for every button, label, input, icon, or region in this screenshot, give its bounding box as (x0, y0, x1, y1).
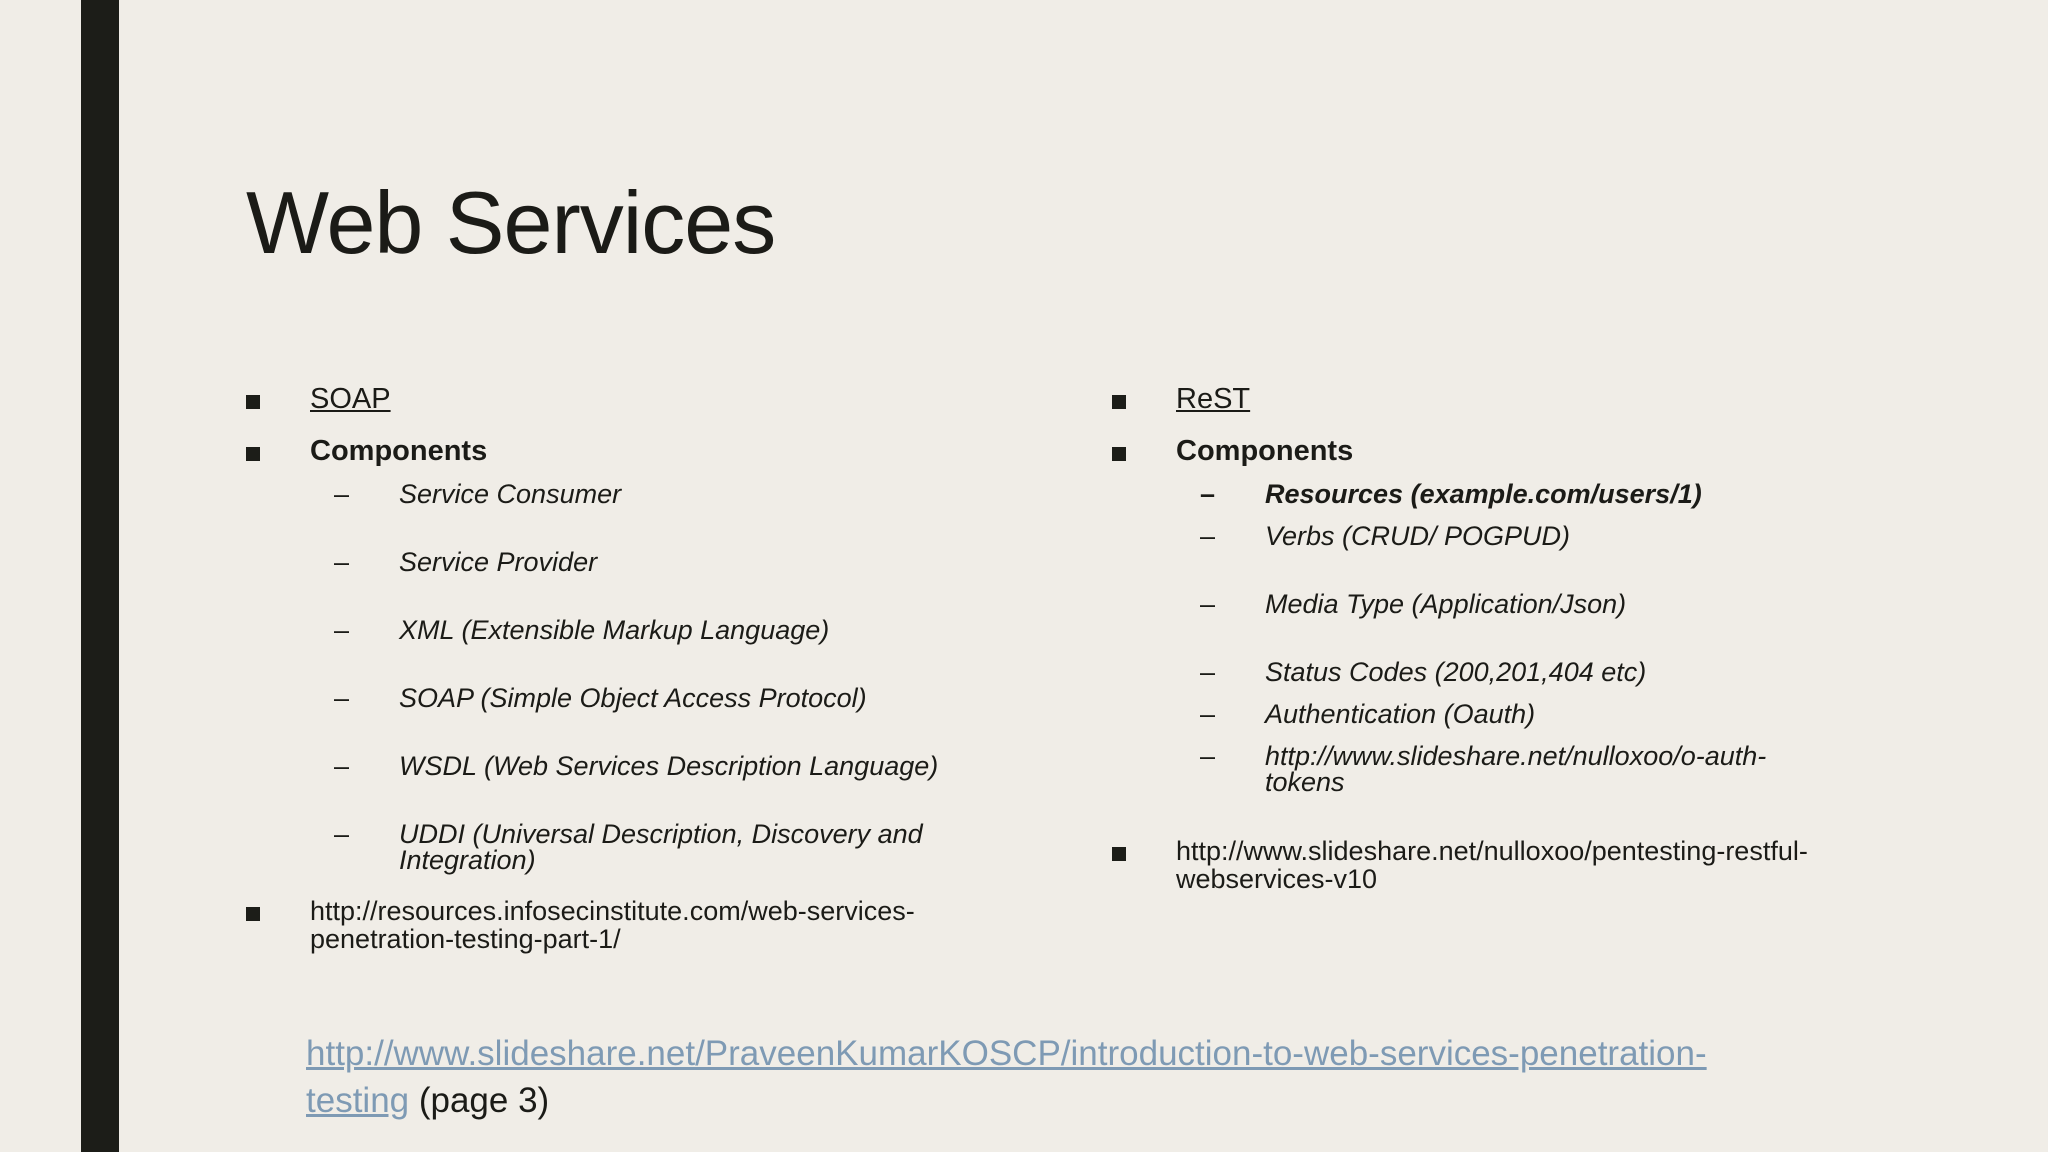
soap-item-text: Service Consumer (399, 479, 622, 509)
soap-item (246, 549, 1006, 575)
soap-item (246, 481, 1006, 507)
rest-item-text: Authentication (Oauth) (1265, 699, 1536, 729)
rest-item (1112, 743, 1825, 795)
soap-item (246, 753, 1006, 779)
dash-icon: – (334, 479, 350, 509)
rest-components-row (1112, 437, 1872, 465)
rest-item (1112, 523, 1872, 549)
soap-column (246, 385, 1006, 953)
rest-item-text: Status Codes (200,201,404 etc) (1265, 657, 1647, 687)
soap-item (246, 617, 1006, 643)
footer-page-ref: (page 3) (409, 1081, 550, 1120)
rest-components-label: Components (1176, 435, 1354, 467)
rest-column (1112, 385, 1872, 893)
soap-item (246, 821, 959, 873)
soap-item-text: WSDL (Web Services Description Language) (399, 751, 939, 781)
dash-icon: – (1200, 479, 1216, 509)
square-bullet-icon (1112, 847, 1126, 861)
dash-icon: – (334, 615, 350, 645)
soap-components-row (246, 437, 1006, 465)
rest-item (1112, 659, 1872, 685)
rest-item-text: Media Type (Application/Json) (1265, 589, 1627, 619)
square-bullet-icon (246, 395, 260, 409)
rest-item-text: Verbs (CRUD/ POGPUD) (1265, 521, 1571, 551)
soap-item-text: UDDI (Universal Description, Discovery and Integration) (399, 819, 923, 875)
soap-item-text: SOAP (Simple Object Access Protocol) (399, 683, 867, 713)
dash-icon: – (334, 683, 350, 713)
dash-icon: – (1200, 657, 1216, 687)
rest-heading-row (1112, 385, 1872, 413)
rest-item-text: http://www.slideshare.net/nulloxoo/o-auth-tokens (1265, 741, 1767, 797)
slide-accent-bar (81, 0, 119, 1152)
dash-icon: – (334, 819, 350, 849)
square-bullet-icon (1112, 395, 1126, 409)
rest-item-text: Resources (example.com/users/1) (1265, 479, 1702, 509)
soap-reference-row (246, 897, 950, 953)
square-bullet-icon (246, 907, 260, 921)
dash-icon: – (1200, 521, 1216, 551)
rest-heading-link[interactable]: ReST (1176, 383, 1251, 415)
soap-components-label: Components (310, 435, 488, 467)
dash-icon: – (1200, 741, 1216, 771)
soap-item (246, 685, 1006, 711)
square-bullet-icon (1112, 447, 1126, 461)
slide-title: Web Services (246, 172, 776, 272)
rest-item (1112, 591, 1872, 617)
dash-icon: – (334, 547, 350, 577)
dash-icon: – (1200, 589, 1216, 619)
soap-reference-url: http://resources.infosecinstitute.com/web-services-penetration-testing-part-1/ (310, 896, 915, 954)
rest-reference-row (1112, 837, 1816, 893)
soap-heading-link[interactable]: SOAP (310, 383, 391, 415)
slide-footer (306, 1030, 1806, 1124)
square-bullet-icon (246, 447, 260, 461)
dash-icon: – (334, 751, 350, 781)
rest-item (1112, 701, 1872, 727)
soap-item-text: XML (Extensible Markup Language) (399, 615, 830, 645)
rest-item (1112, 481, 1872, 507)
rest-reference-url: http://www.slideshare.net/nulloxoo/pentesting-restful-webservices-v10 (1176, 836, 1808, 894)
soap-item-text: Service Provider (399, 547, 598, 577)
dash-icon: – (1200, 699, 1216, 729)
soap-heading-row (246, 385, 1006, 413)
footer-source-link[interactable]: http://www.slideshare.net/PraveenKumarKOSCP/introduction-to-web-services-penetration-testing (306, 1034, 1707, 1120)
